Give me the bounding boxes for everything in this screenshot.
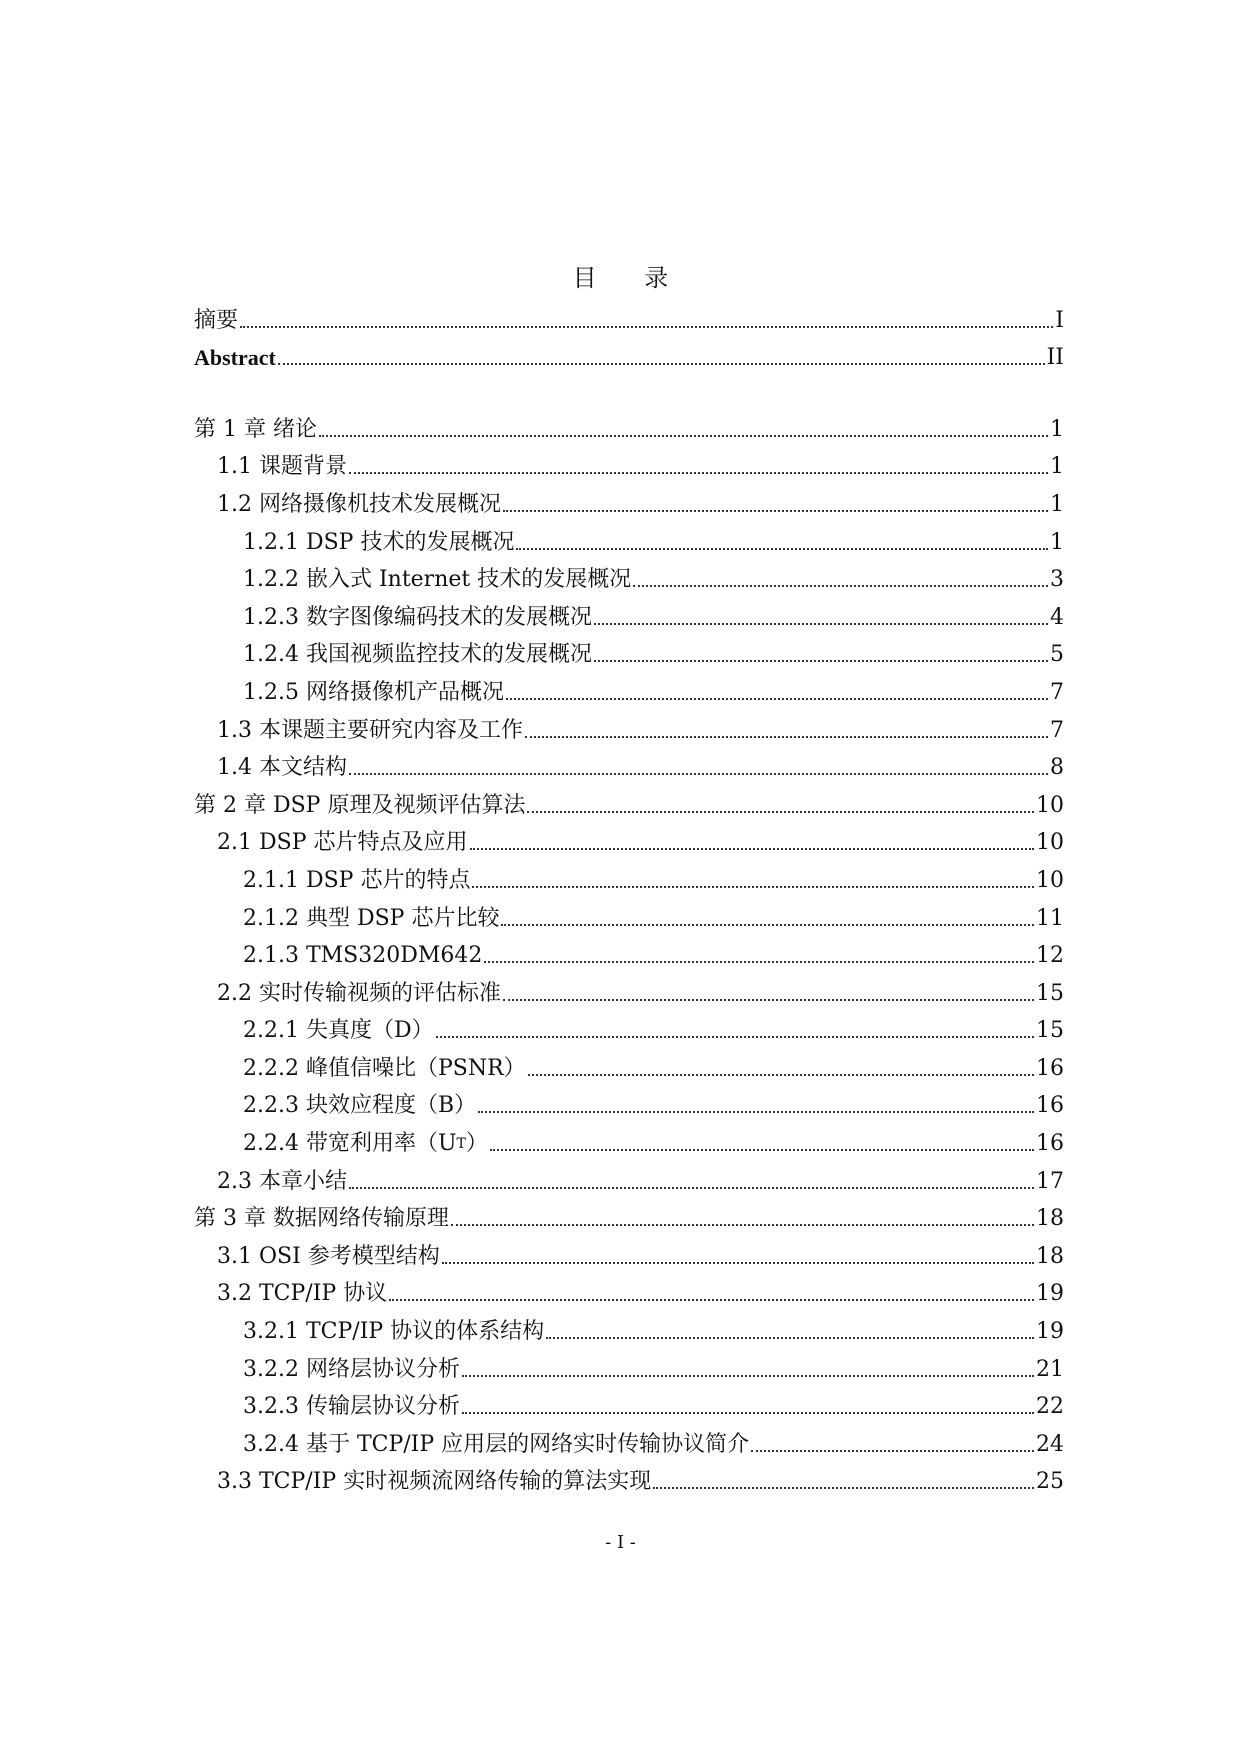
toc-entry-page-number: 12 [1036,943,1064,969]
toc-entry-page-number: 15 [1036,980,1064,1006]
toc-entry-title: 2.3 本章小结 [217,1168,347,1194]
toc-entry[interactable] [194,856,1064,894]
table-of-contents [194,296,1064,1495]
toc-entry-page-number: 7 [1050,717,1064,743]
toc-entry-page-number: 1 [1050,529,1064,555]
toc-entry[interactable] [194,819,1064,857]
toc-entry-page-number: 15 [1036,1018,1064,1044]
toc-entry-page-number: 11 [1036,905,1064,931]
toc-dot-leader [349,472,1048,474]
toc-entry-page-number: 17 [1036,1168,1064,1194]
toc-dot-leader [462,1412,1034,1414]
toc-dot-leader [490,1149,1034,1151]
toc-entry-title: 2.1.3 TMS320DM642 [243,943,483,969]
toc-dot-leader [436,1036,1034,1038]
toc-entry[interactable] [194,631,1064,669]
toc-dot-leader [525,736,1048,738]
toc-entry-page-number: 3 [1050,567,1064,593]
toc-entry[interactable] [194,1119,1064,1157]
toc-entry-title: 1.3 本课题主要研究内容及工作 [217,717,523,743]
toc-entry-page-number: 19 [1036,1319,1064,1345]
toc-dot-leader [528,1074,1034,1076]
toc-entry-title: 3.2.3 传输层协议分析 [243,1394,460,1420]
toc-entry[interactable] [194,781,1064,819]
toc-entry-title: 1.1 课题背景 [217,454,347,480]
toc-entry-page-number: 22 [1036,1394,1064,1420]
toc-dot-leader [653,1487,1034,1489]
toc-entry-page-number: 25 [1036,1469,1064,1495]
toc-dot-leader [546,1337,1034,1339]
toc-entry[interactable] [194,706,1064,744]
toc-entry[interactable] [194,1307,1064,1345]
toc-entry-title: Abstract [194,345,276,371]
toc-entry-title: 1.2.5 网络摄像机产品概况 [243,679,504,705]
page-title: 目 录 [572,264,689,292]
toc-entry-title: 第 1 章 绪论 [194,416,317,442]
toc-entry-page-number: II [1046,345,1064,371]
toc-entry[interactable] [194,1232,1064,1270]
toc-dot-leader [501,924,1034,926]
toc-entry[interactable] [194,1270,1064,1308]
toc-dot-leader [470,848,1035,850]
toc-entry-page-number: 18 [1036,1243,1064,1269]
toc-entry[interactable] [194,1458,1064,1496]
toc-entry-title: 3.2.1 TCP/IP 协议的体系结构 [243,1319,545,1345]
page-number-footer: - I - [605,1532,636,1553]
toc-entry-title: 3.1 OSI 参考模型结构 [217,1243,440,1269]
toc-entry-title: 3.2 TCP/IP 协议 [217,1281,388,1307]
toc-dot-leader [451,1224,1034,1226]
toc-entry-title: 2.2.2 峰值信噪比（PSNR） [243,1055,526,1081]
toc-entry-title: 1.2.3 数字图像编码技术的发展概况 [243,604,592,630]
toc-entry-page-number: 24 [1036,1431,1064,1457]
toc-entry[interactable] [194,668,1064,706]
toc-dot-leader [472,886,1034,888]
toc-entry-title: 3.2.4 基于 TCP/IP 应用层的网络实时传输协议简介 [243,1431,750,1457]
toc-entry-page-number: 16 [1036,1055,1064,1081]
toc-entry[interactable] [194,1007,1064,1045]
toc-entry-title: 2.2.1 失真度（D） [243,1018,434,1044]
toc-dot-leader [349,1187,1034,1189]
toc-entry-title: 摘要 [194,307,239,333]
toc-entry-page-number: I [1055,307,1064,333]
toc-dot-leader [594,660,1048,662]
toc-dot-leader [319,435,1048,437]
toc-entry-title: 第 2 章 DSP 原理及视频评估算法 [194,792,526,818]
toc-dot-leader [240,326,1053,328]
toc-entry-title: 1.2.4 我国视频监控技术的发展概况 [243,642,592,668]
toc-entry-page-number: 18 [1036,1206,1064,1232]
toc-entry-page-number: 5 [1050,642,1064,668]
toc-entry[interactable] [194,1383,1064,1421]
toc-entry-page-number: 19 [1036,1281,1064,1307]
toc-entry-page-number: 4 [1050,604,1064,630]
toc-dot-leader [484,961,1034,963]
toc-entry-page-number: 16 [1036,1093,1064,1119]
toc-entry[interactable] [194,593,1064,631]
toc-dot-leader [278,363,1045,365]
toc-entry-title: 2.2 实时传输视频的评估标准 [217,980,501,1006]
toc-entry-page-number: 10 [1036,830,1064,856]
toc-entry[interactable] [194,1420,1064,1458]
toc-entry-title: 2.2.3 块效应程度（B） [243,1093,477,1119]
toc-entry-page-number: 8 [1050,755,1064,781]
toc-dot-leader [503,999,1034,1001]
toc-entry[interactable] [194,1157,1064,1195]
toc-entry-title: 1.2 网络摄像机技术发展概况 [217,491,501,517]
toc-dot-leader [633,585,1048,587]
toc-entry-title: 2.1 DSP 芯片特点及应用 [217,830,468,856]
toc-entry-page-number: 16 [1036,1131,1064,1157]
toc-entry-title: 2.2.4 带宽利用率（U [243,1131,457,1157]
toc-entry-page-number: 1 [1050,491,1064,517]
toc-entry[interactable] [194,894,1064,932]
toc-dot-leader [462,1375,1034,1377]
toc-entry[interactable] [194,518,1064,556]
toc-dot-leader [506,698,1048,700]
toc-entry-title: 2.1.1 DSP 芯片的特点 [243,867,471,893]
toc-entry[interactable] [194,1195,1064,1233]
toc-entry-page-number: 21 [1036,1356,1064,1382]
toc-entry[interactable] [194,296,1064,334]
toc-entry-page-number: 7 [1050,679,1064,705]
toc-entry-title: 1.2.2 嵌入式 Internet 技术的发展概况 [243,567,632,593]
toc-entry-title: 第 3 章 数据网络传输原理 [194,1206,449,1232]
toc-entry[interactable] [194,480,1064,518]
toc-entry-title: 3.2.2 网络层协议分析 [243,1356,460,1382]
toc-entry[interactable] [194,1082,1064,1120]
toc-entry[interactable] [194,1044,1064,1082]
toc-dot-leader [389,1299,1034,1301]
toc-entry-page-number: 1 [1050,454,1064,480]
toc-entry-page-number: 1 [1050,416,1064,442]
toc-entry-title: 1.4 本文结构 [217,755,347,781]
toc-entry-subscript: T [456,1136,466,1153]
toc-entry-title: 1.2.1 DSP 技术的发展概况 [243,529,515,555]
toc-dot-leader [442,1262,1034,1264]
toc-dot-leader [594,623,1048,625]
toc-entry-page-number: 10 [1036,792,1064,818]
toc-dot-leader [527,811,1034,813]
toc-dot-leader [349,773,1048,775]
toc-dot-leader [516,548,1048,550]
toc-entry[interactable] [194,334,1064,372]
toc-entry-title: 2.1.2 典型 DSP 芯片比较 [243,905,500,931]
toc-entry[interactable] [194,969,1064,1007]
toc-dot-leader [751,1450,1034,1452]
toc-entry[interactable] [194,443,1064,481]
toc-entry-title-suffix: ） [465,1131,488,1157]
toc-entry[interactable] [194,1345,1064,1383]
toc-entry-title: 3.3 TCP/IP 实时视频流网络传输的算法实现 [217,1469,652,1495]
toc-entry[interactable] [194,556,1064,594]
toc-entry[interactable] [194,932,1064,970]
toc-dot-leader [478,1111,1034,1113]
toc-entry-page-number: 10 [1036,867,1064,893]
toc-entry[interactable] [194,744,1064,782]
toc-entry[interactable] [194,405,1064,443]
toc-dot-leader [503,510,1048,512]
